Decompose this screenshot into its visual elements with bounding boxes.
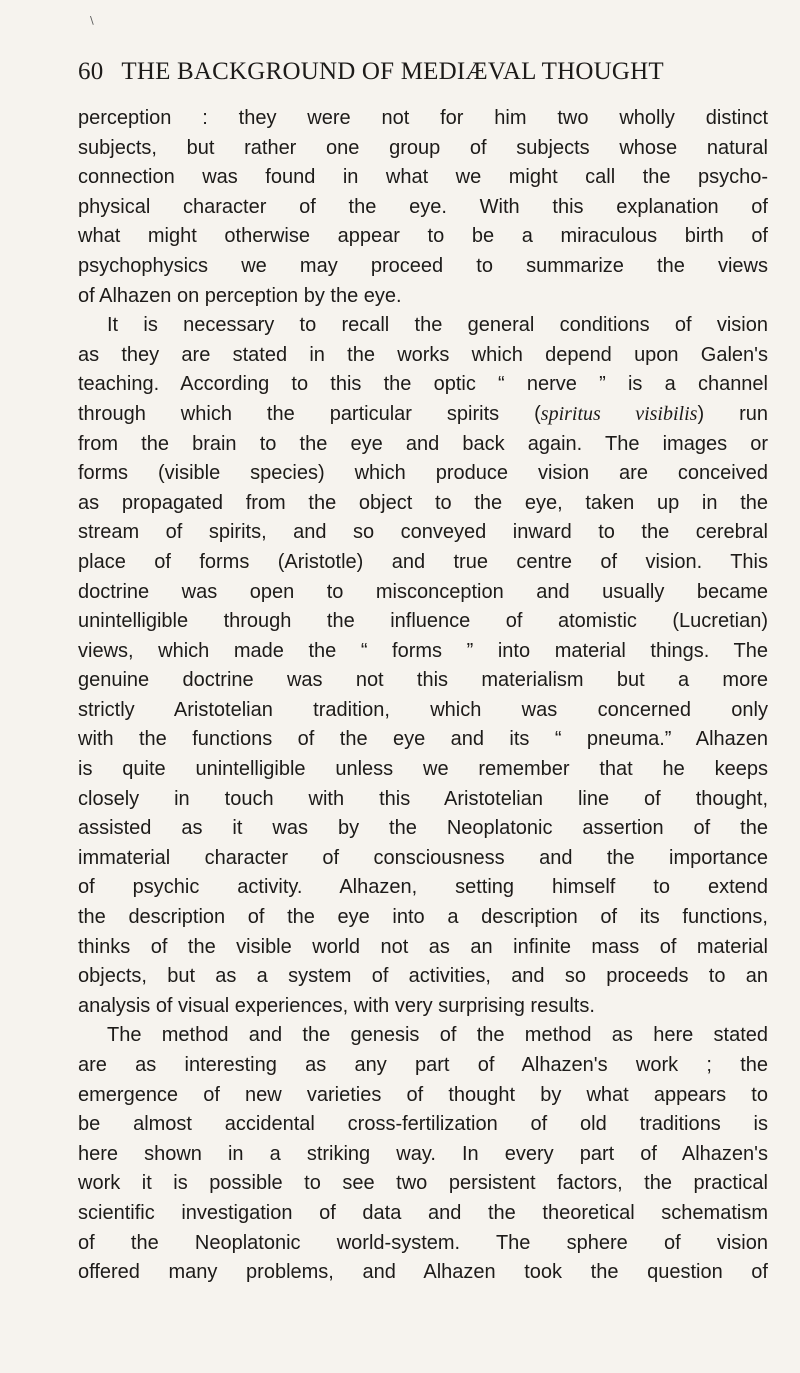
text-line: The method and the genesis of the method as here stated xyxy=(107,1024,768,1047)
text-line: with the functions of the eye and its “ pneuma.” Alhazen xyxy=(78,728,768,751)
text-line: closely in touch with this Aristotelian line of thought, xyxy=(78,787,768,810)
text-line: as propagated from the object to the eye, taken up in the xyxy=(78,491,768,514)
text-line: here shown in a striking way. In every part of Alhazen's xyxy=(78,1142,768,1165)
text-line: stream of spirits, and so conveyed inward to the cerebral xyxy=(78,521,768,544)
text-line: unintelligible through the influence of atomistic (Lucretian) xyxy=(78,610,768,633)
text-line: perception : they were not for him two wholly distinct xyxy=(78,107,768,129)
text-line: analysis of visual experiences, with very surprising results. xyxy=(78,994,595,1017)
text-line: the description of the eye into a description of its functions, xyxy=(78,906,768,929)
scan-corner-mark: \ xyxy=(90,14,94,27)
text-line: offered many problems, and Alhazen took the question of xyxy=(78,1261,768,1284)
text-line: of the Neoplatonic world-system. The sphere of vision xyxy=(78,1231,768,1254)
text-line: objects, but as a system of activities, and so proceeds to an xyxy=(78,965,768,988)
text-line: forms (visible species) which produce vision are conceived xyxy=(78,462,768,485)
text-line: of Alhazen on perception by the eye. xyxy=(78,284,402,307)
text-line: what might otherwise appear to be a miraculous birth of xyxy=(78,225,768,248)
text-line: emergence of new varieties of thought by what appears to xyxy=(78,1083,768,1106)
text-line: place of forms (Aristotle) and true centre of vision. This xyxy=(78,550,768,573)
latin-term: spiritus visibilis xyxy=(540,402,698,425)
text-line: teaching. According to this the optic “ nerve ” is a channel xyxy=(78,373,768,396)
text-line: connection was found in what we might call the psycho- xyxy=(78,166,768,189)
text-line: immaterial character of consciousness and the importance xyxy=(78,846,768,869)
text-line: scientific investigation of data and the theoretical schematism xyxy=(78,1201,768,1224)
text-line: doctrine was open to misconception and usually became xyxy=(78,580,768,603)
text-line: as they are stated in the works which depend upon Galen's xyxy=(78,343,768,366)
text-line: subjects, but rather one group of subjects whose natural xyxy=(78,136,768,159)
page-number: 60 xyxy=(78,58,104,85)
text-line: genuine doctrine was not this materialism but a more xyxy=(78,669,768,692)
text-line: of psychic activity. Alhazen, setting himself to extend xyxy=(78,876,768,899)
text-line: thinks of the visible world not as an infinite mass of material xyxy=(78,935,768,958)
running-title: THE BACKGROUND OF MEDIÆVAL THOUGHT xyxy=(121,58,664,85)
text-line: strictly Aristotelian tradition, which was concerned only xyxy=(78,698,768,721)
text-line: from the brain to the eye and back again. The images or xyxy=(78,432,768,455)
text-line: It is necessary to recall the general conditions of vision xyxy=(107,314,768,337)
page-header xyxy=(78,58,768,86)
text-line: views, which made the “ forms ” into material things. The xyxy=(78,639,768,662)
text-line: through which the particular spirits (spiritus visibilis) run xyxy=(78,402,768,425)
text-line: physical character of the eye. With this explanation of xyxy=(78,195,768,218)
text-line: are as interesting as any part of Alhazen's work ; the xyxy=(78,1054,768,1076)
text-line: work it is possible to see two persistent factors, the practical xyxy=(78,1172,768,1195)
body-text xyxy=(78,104,768,1288)
text-line: psychophysics we may proceed to summarize the views xyxy=(78,254,768,277)
text-line: is quite unintelligible unless we remember that he keeps xyxy=(78,758,768,781)
text-line: be almost accidental cross-fertilization of old traditions is xyxy=(78,1113,768,1136)
text-line: assisted as it was by the Neoplatonic assertion of the xyxy=(78,817,768,840)
